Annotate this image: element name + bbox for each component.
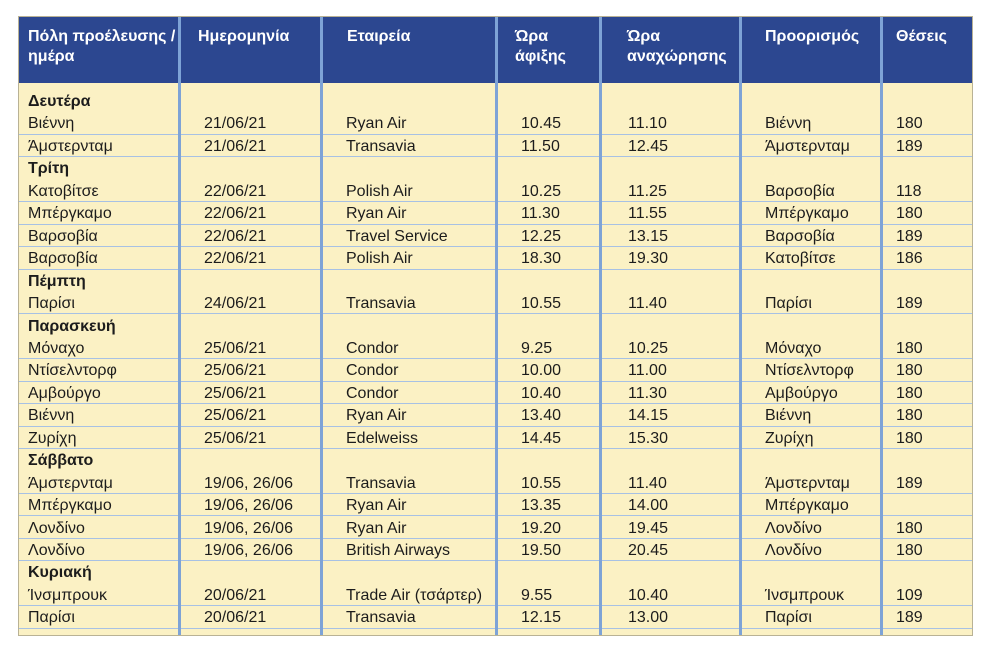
cell-airline: Trade Air (τσάρτερ) (346, 586, 483, 604)
cell-arrival: 18.30 (521, 250, 562, 268)
cell-airline: Ryan Air (346, 519, 407, 537)
cell-origin: Παρίσι (28, 609, 75, 627)
cell-origin: Παρίσι (28, 295, 75, 313)
header-airline: Εταιρεία (347, 28, 411, 45)
cell-airline: Ryan Air (346, 115, 407, 133)
day-label: Κυριακή (28, 564, 92, 582)
cell-origin: Λονδίνο (28, 542, 85, 559)
header-arrival: Ώρα άφιξης (515, 28, 566, 65)
header-date: Ημερομηνία (198, 28, 290, 45)
cell-airline: Ryan Air (346, 497, 407, 515)
cell-destination: Ίνσμπρουκ (765, 586, 845, 604)
cell-destination: Βιέννη (765, 115, 812, 133)
cell-seats: 180 (896, 205, 923, 223)
cell-destination: Ντίσελντορφ (765, 362, 854, 380)
cell-departure: 11.40 (628, 474, 667, 492)
cell-date: 22/06/21 (204, 205, 267, 223)
cell-seats: 180 (896, 429, 923, 447)
cell-origin: Ίνσμπρουκ (28, 586, 108, 604)
day-label: Πέμπτη (28, 272, 86, 290)
cell-seats: 189 (896, 474, 923, 492)
cell-seats: 189 (896, 609, 923, 627)
cell-departure: 11.40 (628, 295, 667, 313)
cell-arrival: 10.25 (521, 182, 562, 200)
cell-origin: Άμστερνταμ (28, 137, 113, 155)
column-divider (178, 17, 181, 635)
cell-arrival: 10.00 (521, 362, 562, 380)
cell-date: 25/06/21 (204, 362, 267, 380)
cell-airline: Ryan Air (346, 205, 407, 223)
cell-origin: Βαρσοβία (28, 250, 98, 268)
cell-origin: Λονδίνο (28, 519, 85, 537)
cell-arrival: 12.15 (521, 609, 562, 627)
cell-airline: Transavia (346, 137, 416, 155)
cell-date: 20/06/21 (204, 586, 267, 604)
cell-destination: Μπέργκαμο (765, 497, 849, 515)
cell-destination: Παρίσι (765, 295, 812, 313)
cell-destination: Βιέννη (765, 407, 812, 425)
cell-origin: Κατοβίτσε (28, 182, 99, 200)
cell-airline: Edelweiss (346, 429, 419, 447)
cell-departure: 12.45 (628, 137, 669, 155)
cell-seats: 180 (896, 542, 923, 559)
header-seats: Θέσεις (896, 28, 947, 45)
cell-airline: Transavia (346, 609, 416, 627)
cell-departure: 13.15 (628, 227, 669, 245)
cell-departure: 13.00 (628, 609, 669, 627)
cell-departure: 11.00 (628, 362, 667, 380)
cell-seats: 109 (896, 586, 923, 604)
cell-date: 19/06, 26/06 (204, 542, 293, 559)
cell-airline: Condor (346, 362, 399, 380)
cell-arrival: 14.45 (521, 429, 562, 447)
cell-arrival: 11.30 (521, 205, 560, 223)
cell-airline: Polish Air (346, 250, 413, 268)
cell-destination: Άμστερνταμ (765, 474, 850, 492)
cell-departure: 19.45 (628, 519, 669, 537)
cell-seats: 118 (896, 182, 922, 200)
cell-arrival: 9.55 (521, 586, 553, 604)
cell-destination: Μόναχο (765, 339, 822, 357)
day-label: Παρασκευή (28, 317, 116, 335)
cell-date: 20/06/21 (204, 609, 267, 627)
cell-origin: Βαρσοβία (28, 227, 98, 245)
cell-origin: Ζυρίχη (28, 429, 77, 447)
cell-departure: 15.30 (628, 429, 669, 447)
cell-destination: Λονδίνο (765, 519, 822, 537)
cell-arrival: 19.50 (521, 542, 562, 559)
cell-seats: 180 (896, 407, 923, 425)
cell-date: 25/06/21 (204, 429, 267, 447)
header-destination: Προορισμός (765, 28, 860, 45)
cell-arrival: 9.25 (521, 339, 553, 357)
cell-date: 19/06, 26/06 (204, 519, 293, 537)
cell-arrival: 10.55 (521, 474, 562, 492)
cell-origin: Αμβούργο (28, 384, 101, 402)
cell-date: 25/06/21 (204, 339, 267, 357)
cell-date: 21/06/21 (204, 115, 267, 133)
cell-date: 21/06/21 (204, 137, 267, 155)
cell-departure: 20.45 (628, 542, 669, 559)
cell-date: 19/06, 26/06 (204, 474, 293, 492)
cell-arrival: 11.50 (521, 137, 560, 155)
cell-seats: 180 (896, 115, 923, 133)
cell-destination: Παρίσι (765, 609, 812, 627)
cell-seats: 189 (896, 227, 923, 245)
cell-origin: Μόναχο (28, 339, 85, 357)
cell-arrival: 13.35 (521, 497, 562, 515)
cell-date: 22/06/21 (204, 182, 267, 200)
cell-destination: Κατοβίτσε (765, 250, 836, 268)
cell-seats: 186 (896, 250, 923, 268)
cell-date: 22/06/21 (204, 227, 267, 245)
cell-departure: 14.15 (628, 407, 669, 425)
cell-arrival: 10.55 (521, 295, 562, 313)
cell-departure: 11.10 (628, 115, 667, 133)
cell-destination: Βαρσοβία (765, 227, 835, 245)
cell-destination: Ζυρίχη (765, 429, 814, 447)
cell-departure: 11.30 (628, 384, 667, 402)
column-divider (739, 17, 742, 635)
cell-seats: 180 (896, 384, 923, 402)
cell-airline: Ryan Air (346, 407, 407, 425)
cell-origin: Μπέργκαμο (28, 205, 112, 223)
cell-departure: 11.55 (628, 205, 667, 223)
day-label: Δευτέρα (28, 93, 91, 110)
column-divider (495, 17, 498, 635)
column-divider (320, 17, 323, 635)
cell-date: 25/06/21 (204, 407, 267, 425)
cell-arrival: 13.40 (521, 407, 562, 425)
cell-destination: Βαρσοβία (765, 182, 835, 200)
flight-schedule-table (18, 16, 973, 636)
cell-airline: British Airways (346, 542, 451, 559)
cell-airline: Travel Service (346, 227, 448, 245)
cell-destination: Αμβούργο (765, 384, 838, 402)
cell-seats: 189 (896, 137, 923, 155)
cell-origin: Άμστερνταμ (28, 474, 113, 492)
cell-seats: 180 (896, 362, 923, 380)
cell-airline: Polish Air (346, 182, 413, 200)
cell-seats: 189 (896, 295, 923, 313)
cell-destination: Άμστερνταμ (765, 137, 850, 155)
cell-date: 25/06/21 (204, 384, 267, 402)
cell-origin: Ντίσελντορφ (28, 362, 117, 380)
cell-origin: Βιέννη (28, 407, 75, 425)
cell-airline: Condor (346, 339, 399, 357)
cell-origin: Βιέννη (28, 115, 75, 133)
cell-departure: 11.25 (628, 182, 667, 200)
cell-destination: Μπέργκαμο (765, 205, 849, 223)
day-label: Σάββατο (28, 452, 94, 470)
cell-arrival: 19.20 (521, 519, 562, 537)
cell-departure: 19.30 (628, 250, 669, 268)
cell-airline: Transavia (346, 295, 416, 313)
column-divider (599, 17, 602, 635)
cell-departure: 10.25 (628, 339, 669, 357)
cell-seats: 180 (896, 339, 923, 357)
cell-date: 22/06/21 (204, 250, 267, 268)
header-origin: Πόλη προέλευσης /ημέρα (28, 28, 176, 65)
cell-airline: Condor (346, 384, 399, 402)
cell-arrival: 12.25 (521, 227, 562, 245)
cell-seats: 180 (896, 519, 923, 537)
cell-destination: Λονδίνο (765, 542, 822, 559)
cell-date: 24/06/21 (204, 295, 267, 313)
cell-arrival: 10.40 (521, 384, 562, 402)
cell-date: 19/06, 26/06 (204, 497, 293, 515)
cell-airline: Transavia (346, 474, 416, 492)
cell-origin: Μπέργκαμο (28, 497, 112, 515)
header-departure: Ώρα αναχώρησης (627, 28, 727, 65)
cell-departure: 14.00 (628, 497, 669, 515)
column-divider (880, 17, 883, 635)
day-label: Τρίτη (28, 160, 70, 178)
cell-arrival: 10.45 (521, 115, 562, 133)
cell-departure: 10.40 (628, 586, 669, 604)
